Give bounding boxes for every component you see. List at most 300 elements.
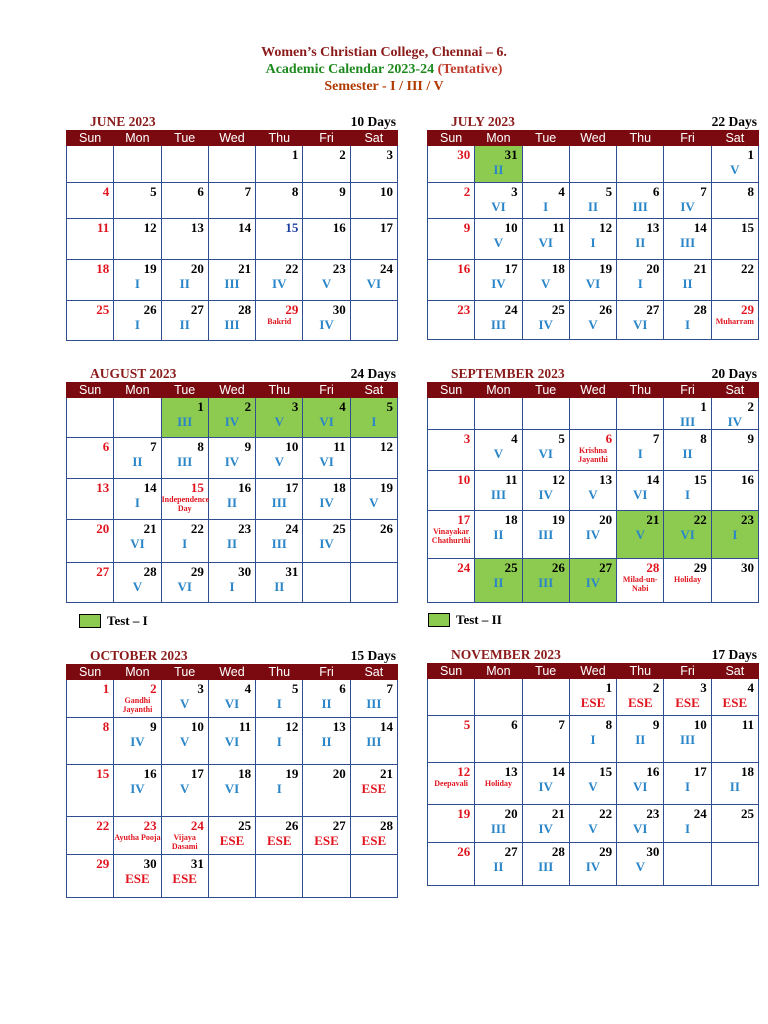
day-order-label: VI (633, 317, 648, 332)
weekday-header-row (67, 383, 398, 398)
day-cell (350, 438, 397, 479)
week-row (67, 479, 398, 520)
day-number: 27 (332, 818, 346, 833)
day-number: 2 (463, 184, 471, 199)
day-number: 10 (693, 717, 707, 732)
day-number: 12 (143, 220, 157, 235)
day-cell (350, 183, 397, 219)
day-number: 4 (102, 184, 110, 199)
day-number: 6 (652, 184, 660, 199)
day-cell (208, 398, 255, 438)
day-cell (161, 219, 208, 260)
month-november (427, 645, 759, 886)
day-order-label: I (134, 317, 140, 332)
weekday-header: Sun (428, 664, 475, 679)
day-number: 12 (551, 472, 565, 487)
holiday-label: Independence Day (161, 495, 210, 513)
day-cell (256, 718, 303, 765)
month-working-days: 20 Days (711, 366, 757, 381)
weekday-header: Fri (303, 131, 350, 146)
day-cell (67, 680, 114, 718)
day-number: 13 (646, 220, 660, 235)
day-cell (617, 301, 664, 340)
day-cell (114, 438, 161, 479)
empty-day-cell (256, 855, 303, 898)
day-order-label: III (679, 235, 696, 250)
day-number: 4 (558, 184, 565, 199)
weekday-header: Sat (350, 131, 397, 146)
empty-day-cell (67, 146, 114, 183)
day-number: 31 (504, 147, 518, 162)
weekday-header: Sun (67, 383, 114, 398)
day-order-label: II (226, 495, 238, 510)
day-number: 20 (332, 766, 346, 781)
day-cell (664, 471, 711, 511)
day-cell (256, 219, 303, 260)
day-order-label: VI (680, 527, 695, 542)
day-number: 1 (605, 680, 613, 695)
day-order-label: VI (585, 276, 601, 291)
day-cell (350, 479, 397, 520)
day-number: 5 (463, 717, 471, 732)
day-order-label: II (321, 734, 332, 749)
weekday-header-row (428, 131, 759, 146)
day-number: 18 (741, 764, 754, 779)
calendar-grid (427, 382, 759, 603)
day-number: 23 (646, 806, 660, 821)
month-working-days: 10 Days (350, 114, 396, 129)
day-cell (569, 471, 616, 511)
day-cell (569, 559, 616, 603)
day-cell (350, 817, 397, 855)
calendar-title (0, 61, 768, 78)
day-cell (664, 301, 711, 340)
day-number: 17 (190, 766, 204, 781)
weekday-header: Sun (67, 665, 114, 680)
day-order-label: I (134, 495, 140, 510)
day-number: 14 (143, 480, 157, 495)
day-cell (475, 146, 522, 183)
day-cell (67, 301, 114, 341)
week-row (428, 430, 759, 471)
day-cell (711, 430, 758, 471)
week-row (428, 679, 759, 716)
day-number: 3 (700, 680, 707, 695)
month-working-days: 24 Days (350, 366, 396, 381)
weekday-header: Sun (428, 383, 475, 398)
ese-label: ESE (172, 871, 197, 886)
day-cell (711, 260, 758, 301)
holiday-label: Deepavali (434, 779, 469, 788)
day-order-label: III (224, 276, 240, 291)
day-number: 26 (143, 302, 157, 317)
day-cell (711, 219, 758, 260)
day-cell (114, 765, 161, 817)
tentative-label: (Tentative) (437, 62, 503, 77)
day-number: 13 (96, 480, 110, 495)
weekday-header: Sun (67, 131, 114, 146)
day-number: 9 (747, 431, 754, 446)
day-number: 28 (238, 302, 252, 317)
day-order-label: V (132, 579, 143, 594)
month-title (427, 364, 759, 382)
day-number: 26 (285, 818, 299, 833)
day-number: 17 (457, 512, 471, 527)
day-cell (711, 679, 758, 716)
day-number: 6 (102, 439, 110, 454)
day-number: 10 (285, 439, 299, 454)
day-number: 21 (646, 512, 660, 527)
day-cell (114, 817, 161, 855)
day-number: 23 (143, 818, 157, 833)
day-number: 24 (504, 302, 518, 317)
day-order-label: V (180, 781, 190, 796)
weekday-header: Fri (664, 383, 711, 398)
day-order-label: III (632, 199, 648, 214)
day-number: 17 (693, 764, 707, 779)
day-cell (711, 398, 758, 430)
day-cell (67, 479, 114, 520)
day-number: 28 (646, 560, 660, 575)
weekday-header: Thu (256, 131, 303, 146)
empty-day-cell (522, 146, 569, 183)
day-number: 22 (285, 261, 299, 276)
day-order-label: III (271, 536, 287, 551)
day-order-label: I (590, 732, 596, 747)
day-cell (303, 680, 350, 718)
day-number: 24 (190, 818, 204, 833)
week-row (428, 301, 759, 340)
day-cell (522, 183, 569, 219)
week-row (67, 520, 398, 563)
day-number: 6 (511, 717, 518, 732)
day-cell (617, 471, 664, 511)
day-cell (208, 520, 255, 563)
day-number: 23 (238, 521, 252, 536)
day-number: 5 (150, 184, 157, 199)
day-number: 29 (693, 560, 707, 575)
day-number: 19 (380, 480, 393, 495)
weekday-header: Tue (522, 664, 569, 679)
weekday-header: Tue (161, 383, 208, 398)
day-cell (67, 817, 114, 855)
day-order-label: II (493, 162, 504, 177)
legend-swatch-test-2 (428, 613, 450, 627)
day-number: 18 (504, 512, 518, 527)
empty-day-cell (475, 679, 522, 716)
day-number: 12 (380, 439, 393, 454)
empty-day-cell (114, 398, 161, 438)
day-cell (161, 817, 208, 855)
day-order-label: II (179, 317, 190, 332)
day-order-label: V (730, 162, 740, 177)
day-number: 11 (552, 220, 565, 235)
empty-day-cell (303, 855, 350, 898)
day-number: 2 (339, 147, 346, 162)
holiday-label: Holiday (673, 575, 702, 584)
day-order-label: III (490, 821, 507, 836)
day-number: 2 (747, 399, 754, 414)
day-number: 8 (700, 431, 707, 446)
empty-day-cell (617, 146, 664, 183)
day-order-label: II (587, 199, 599, 214)
day-order-label: VI (130, 536, 145, 551)
day-number: 4 (511, 431, 518, 446)
day-number: 1 (700, 399, 707, 414)
day-number: 6 (339, 681, 346, 696)
day-cell (256, 438, 303, 479)
day-cell (256, 398, 303, 438)
day-cell (428, 559, 475, 603)
day-cell (303, 520, 350, 563)
day-cell (350, 146, 397, 183)
ese-label: ESE (675, 695, 700, 710)
day-number: 27 (599, 560, 613, 575)
month-title (427, 112, 759, 130)
day-cell (161, 438, 208, 479)
week-row (428, 559, 759, 603)
day-cell (428, 183, 475, 219)
day-order-label: VI (538, 235, 553, 250)
day-cell (67, 855, 114, 898)
day-number: 21 (551, 806, 565, 821)
day-number: 11 (741, 717, 754, 732)
day-cell (664, 716, 711, 763)
day-cell (161, 718, 208, 765)
day-number: 21 (238, 261, 252, 276)
empty-day-cell (161, 146, 208, 183)
day-order-label: II (682, 446, 693, 461)
day-number: 8 (605, 717, 613, 732)
day-order-label: VI (224, 781, 240, 796)
day-order-label: IV (272, 276, 287, 291)
weekday-header: Sat (350, 383, 397, 398)
calendar-grid (427, 130, 759, 340)
weekday-header: Sat (711, 383, 758, 398)
month-name: AUGUST 2023 (90, 366, 177, 381)
day-cell (114, 479, 161, 520)
day-number: 15 (96, 766, 110, 781)
day-number: 29 (96, 856, 110, 871)
day-number: 27 (646, 302, 660, 317)
day-cell (664, 805, 711, 843)
day-order-label: I (637, 276, 643, 291)
day-order-label: II (493, 575, 504, 590)
day-number: 2 (150, 681, 157, 696)
day-order-label: I (685, 779, 691, 794)
holiday-label: Holiday (484, 779, 512, 788)
day-number: 25 (332, 521, 346, 536)
month-working-days: 15 Days (350, 648, 396, 663)
day-number: 2 (244, 399, 252, 414)
day-cell (114, 563, 161, 603)
day-order-label: IV (224, 414, 240, 429)
day-number: 16 (741, 472, 754, 487)
day-number: 20 (646, 261, 660, 276)
day-number: 6 (605, 431, 613, 446)
day-cell (664, 559, 711, 603)
day-cell (711, 716, 758, 763)
day-number: 10 (380, 184, 393, 199)
day-number: 14 (551, 764, 565, 779)
day-cell (664, 183, 711, 219)
day-cell (475, 805, 522, 843)
day-number: 14 (238, 220, 252, 235)
day-number: 27 (190, 302, 204, 317)
day-number: 15 (285, 220, 299, 235)
day-cell (208, 183, 255, 219)
day-order-label: VI (319, 414, 334, 429)
week-row (67, 817, 398, 855)
day-cell (428, 260, 475, 301)
day-number: 9 (150, 719, 157, 734)
day-cell (617, 679, 664, 716)
day-cell (256, 260, 303, 301)
empty-day-cell (350, 563, 397, 603)
ese-label: ESE (627, 695, 653, 710)
ese-label: ESE (361, 781, 387, 796)
day-cell (303, 146, 350, 183)
day-order-label: II (635, 732, 646, 747)
ese-label: ESE (314, 833, 339, 848)
day-order-label: I (732, 527, 738, 542)
day-order-label: V (493, 446, 504, 461)
day-number: 22 (599, 806, 613, 821)
weekday-header: Tue (522, 383, 569, 398)
day-number: 25 (238, 818, 252, 833)
day-cell (303, 301, 350, 341)
day-cell (350, 260, 397, 301)
month-name: OCTOBER 2023 (90, 648, 188, 663)
weekday-header: Mon (114, 383, 161, 398)
day-cell (569, 260, 616, 301)
weekday-header-row (67, 665, 398, 680)
calendar-header (0, 44, 768, 95)
day-cell (114, 219, 161, 260)
weekday-header: Thu (617, 664, 664, 679)
day-order-label: IV (727, 414, 743, 429)
day-number: 1 (102, 681, 110, 696)
day-number: 22 (741, 261, 754, 276)
day-order-label: IV (538, 779, 553, 794)
day-cell (161, 520, 208, 563)
day-cell (569, 183, 616, 219)
day-order-label: III (177, 414, 193, 429)
day-cell (617, 843, 664, 886)
week-row (67, 718, 398, 765)
day-cell (428, 430, 475, 471)
day-cell (256, 520, 303, 563)
weekday-header: Tue (161, 665, 208, 680)
day-number: 13 (504, 764, 518, 779)
day-number: 15 (741, 220, 754, 235)
empty-day-cell (522, 398, 569, 430)
day-order-label: III (538, 859, 554, 874)
day-number: 12 (285, 719, 299, 734)
day-number: 31 (190, 856, 204, 871)
day-cell (161, 260, 208, 301)
weekday-header: Fri (303, 665, 350, 680)
weekday-header: Mon (475, 131, 522, 146)
day-cell (208, 563, 255, 603)
day-cell (522, 301, 569, 340)
day-cell (428, 511, 475, 559)
day-number: 17 (380, 220, 393, 235)
week-row (67, 301, 398, 341)
empty-day-cell (617, 398, 664, 430)
weekday-header: Wed (569, 664, 616, 679)
day-order-label: I (276, 734, 282, 749)
month-working-days: 22 Days (711, 114, 757, 129)
day-number: 6 (197, 184, 204, 199)
day-cell (711, 183, 758, 219)
empty-day-cell (208, 146, 255, 183)
holiday-label: Vijaya Dasami (171, 833, 198, 851)
week-row (67, 260, 398, 301)
holiday-label: Krishna Jayanthi (578, 446, 608, 464)
day-number: 7 (386, 681, 393, 696)
weekday-header: Sat (711, 664, 758, 679)
day-order-label: V (635, 859, 645, 874)
weekday-header: Mon (475, 664, 522, 679)
day-order-label: IV (585, 527, 601, 542)
day-number: 21 (143, 521, 157, 536)
day-number: 13 (332, 719, 346, 734)
month-september (427, 364, 759, 603)
day-number: 19 (599, 261, 613, 276)
day-order-label: II (682, 276, 693, 291)
day-order-label: II (226, 536, 238, 551)
day-cell (256, 680, 303, 718)
day-order-label: VI (177, 579, 192, 594)
day-order-label: V (493, 235, 504, 250)
day-cell (428, 146, 475, 183)
empty-day-cell (522, 679, 569, 716)
day-cell (475, 843, 522, 886)
day-number: 25 (741, 806, 754, 821)
empty-day-cell (208, 855, 255, 898)
empty-day-cell (711, 843, 758, 886)
day-cell (569, 805, 616, 843)
semester-label: Semester - I / III / V (324, 79, 444, 94)
day-cell (161, 301, 208, 341)
day-number: 26 (457, 844, 471, 859)
day-order-label: VI (319, 454, 334, 469)
day-cell (522, 260, 569, 301)
day-order-label: III (366, 734, 382, 749)
day-cell (617, 805, 664, 843)
day-cell (711, 471, 758, 511)
day-order-label: IV (319, 495, 334, 510)
day-order-label: VI (224, 734, 240, 749)
day-order-label: V (274, 454, 284, 469)
day-order-label: II (321, 696, 332, 711)
day-cell (256, 765, 303, 817)
day-cell (67, 520, 114, 563)
day-cell (350, 520, 397, 563)
month-name: NOVEMBER 2023 (451, 647, 561, 662)
empty-day-cell (569, 146, 616, 183)
weekday-header: Wed (208, 131, 255, 146)
day-cell (522, 471, 569, 511)
day-number: 8 (102, 719, 110, 734)
day-cell (617, 716, 664, 763)
day-cell (208, 479, 255, 520)
day-cell (664, 763, 711, 805)
day-cell (569, 219, 616, 260)
month-october (66, 646, 398, 898)
day-cell (161, 479, 208, 520)
